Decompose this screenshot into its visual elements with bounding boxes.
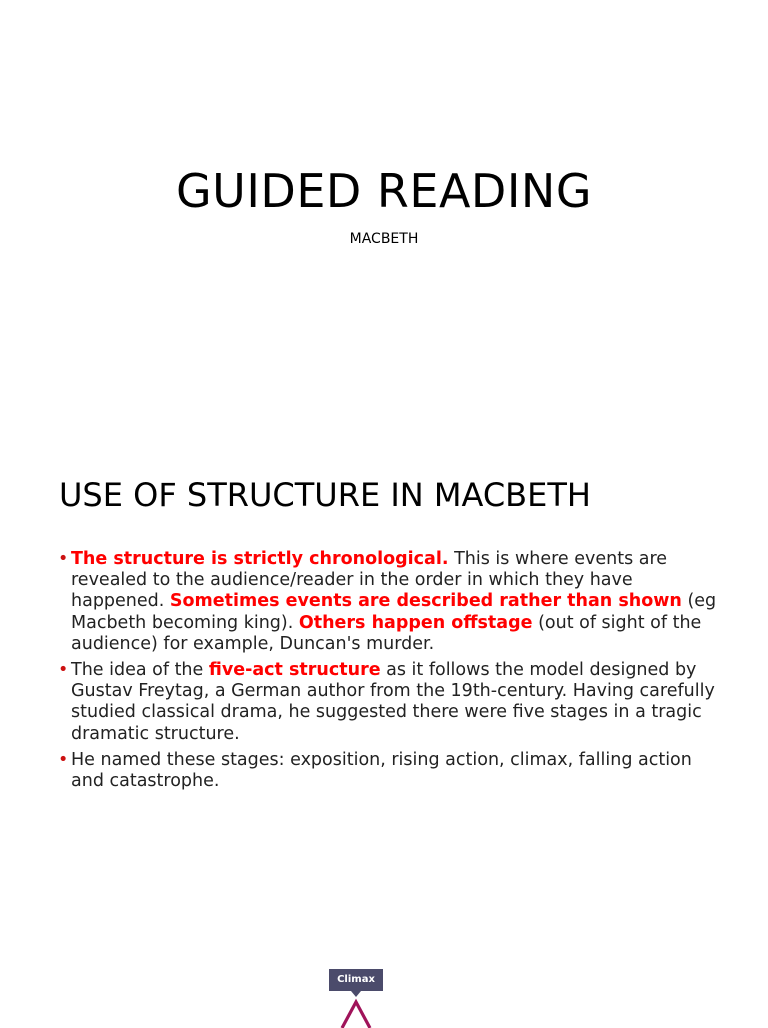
climax-label: Climax	[329, 969, 383, 991]
bullet-item-chronological	[58, 549, 720, 655]
bullet-dot-icon: •	[58, 749, 69, 770]
structure-slide	[0, 430, 768, 1024]
bullet-item-five-act	[58, 660, 720, 745]
slide-subtitle: MACBETH	[349, 231, 419, 247]
body-text: He named these stages: exposition, rising action, climax, falling action and catastrophe.	[71, 749, 692, 792]
bullet-dot-icon: •	[58, 660, 69, 681]
body-text: as it follows the model designed by Gustav Freytag, a German author from the 19th-century. Having carefully studied classical drama, he suggested there were five stages in a tragic dramatic structure.	[71, 660, 715, 744]
body-text: (out of sight of the audience) for example, Duncan's murder.	[71, 612, 702, 654]
bullet-dot-icon: •	[58, 549, 69, 569]
bullet-list	[58, 549, 720, 797]
body-text: The idea of the	[71, 660, 209, 681]
highlight-text: The structure is strictly chronological.	[71, 549, 449, 569]
slide-title: GUIDED READING	[176, 164, 592, 218]
title-slide	[0, 0, 768, 430]
body-text: This is where events are revealed to the audience/reader in the order in which they have happened.	[71, 549, 668, 612]
highlight-text: Sometimes events are described rather than shown	[169, 591, 682, 612]
bullet-item-stages	[58, 750, 720, 792]
slide-heading: USE OF STRUCTURE IN MACBETH	[59, 476, 591, 514]
highlight-text: Others happen offstage	[298, 612, 533, 633]
highlight-text: five-act structure	[208, 660, 381, 681]
pointer-down-icon	[351, 991, 361, 998]
body-text: (eg Macbeth becoming king).	[71, 591, 717, 633]
